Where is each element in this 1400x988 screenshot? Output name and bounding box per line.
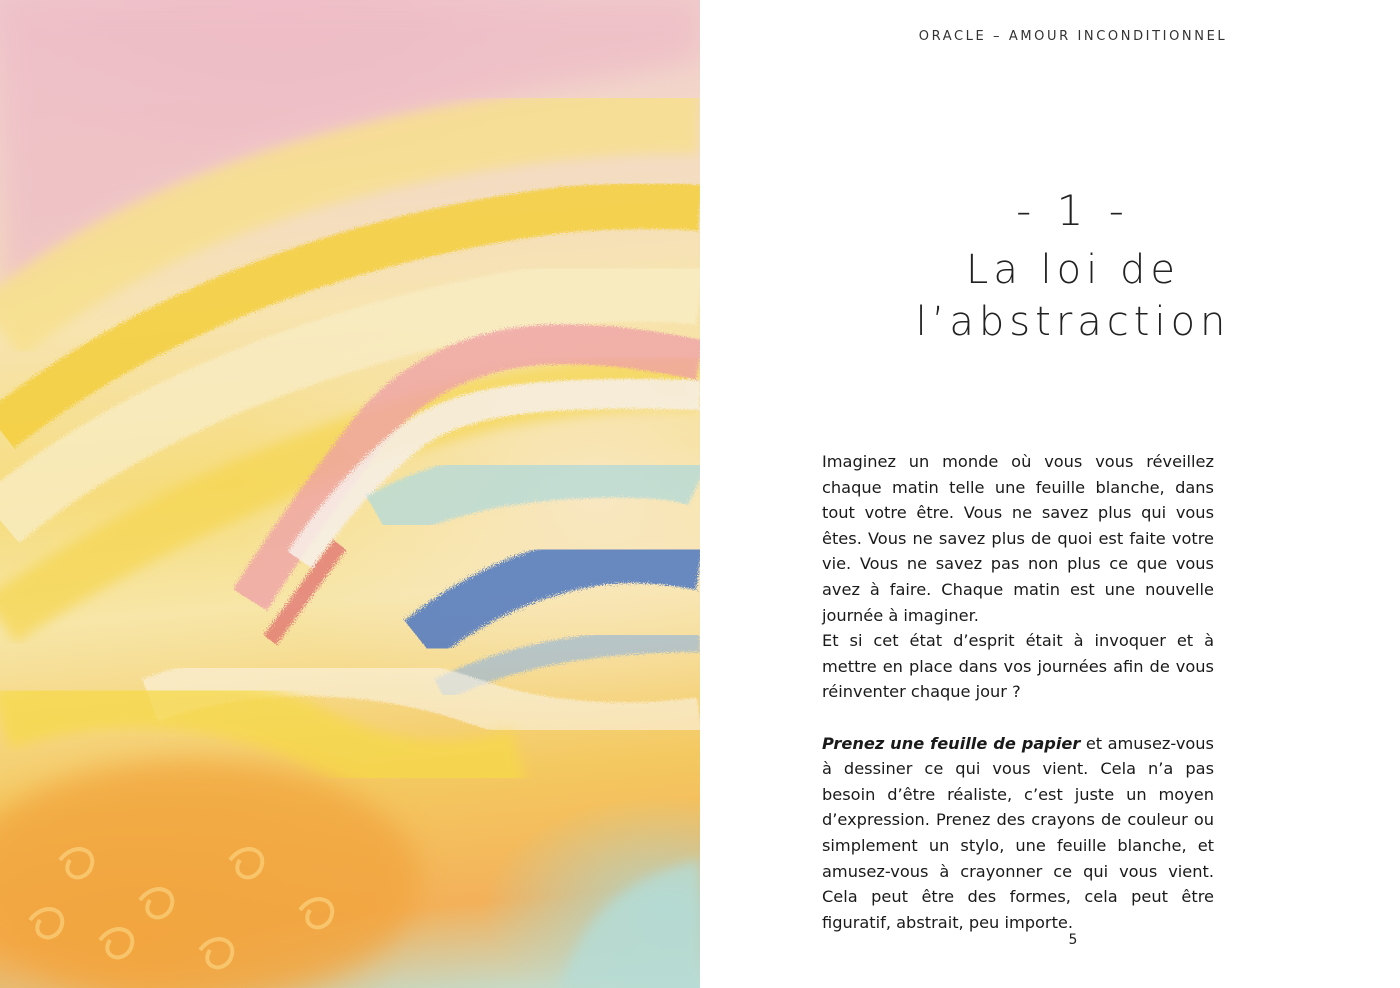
- chapter-number: - 1 -: [1016, 186, 1130, 235]
- text-page: [700, 0, 1400, 988]
- page-number: 5: [1068, 932, 1078, 948]
- paragraph-gap: [822, 705, 1214, 731]
- paragraph-1: Imaginez un monde où vous vous réveillez chaque matin telle une feuille blanche, dans tout votre être. Vous ne savez plus qui vous êtes. Vous ne savez plus de quoi est faite votre vie. Vous ne savez pas non plus ce que vous avez à faire. Chaque matin est une nouvelle journée à imaginer.: [822, 452, 1214, 625]
- running-head: ORACLE – AMOUR INCONDITIONNEL: [918, 29, 1228, 44]
- paragraph-3-rest: et amusez-vous à dessiner ce qui vous vient. Cela n’a pas besoin d’être réaliste, c’est juste un moyen d’expression. Prenez des crayons de couleur ou simplement un stylo, une feuille blanche, et amusez-vous à crayonner ce qui vous vient. Cela peut être des formes, cela peut être figuratif, abstrait, peu importe.: [822, 733, 1214, 932]
- paragraph-3: [822, 731, 1214, 936]
- chapter-title: [700, 244, 1400, 348]
- body-text: [822, 449, 1214, 935]
- chapter-title-line-1: La loi de: [966, 247, 1180, 293]
- paragraph-2: Et si cet état d’esprit était à invoquer et à mettre en place dans vos journées afin de vous réinventer chaque jour ?: [822, 631, 1214, 702]
- chapter-title-line-2: l’abstraction: [915, 299, 1231, 345]
- paragraph-3-emphasis: Prenez une feuille de papier: [822, 733, 1081, 753]
